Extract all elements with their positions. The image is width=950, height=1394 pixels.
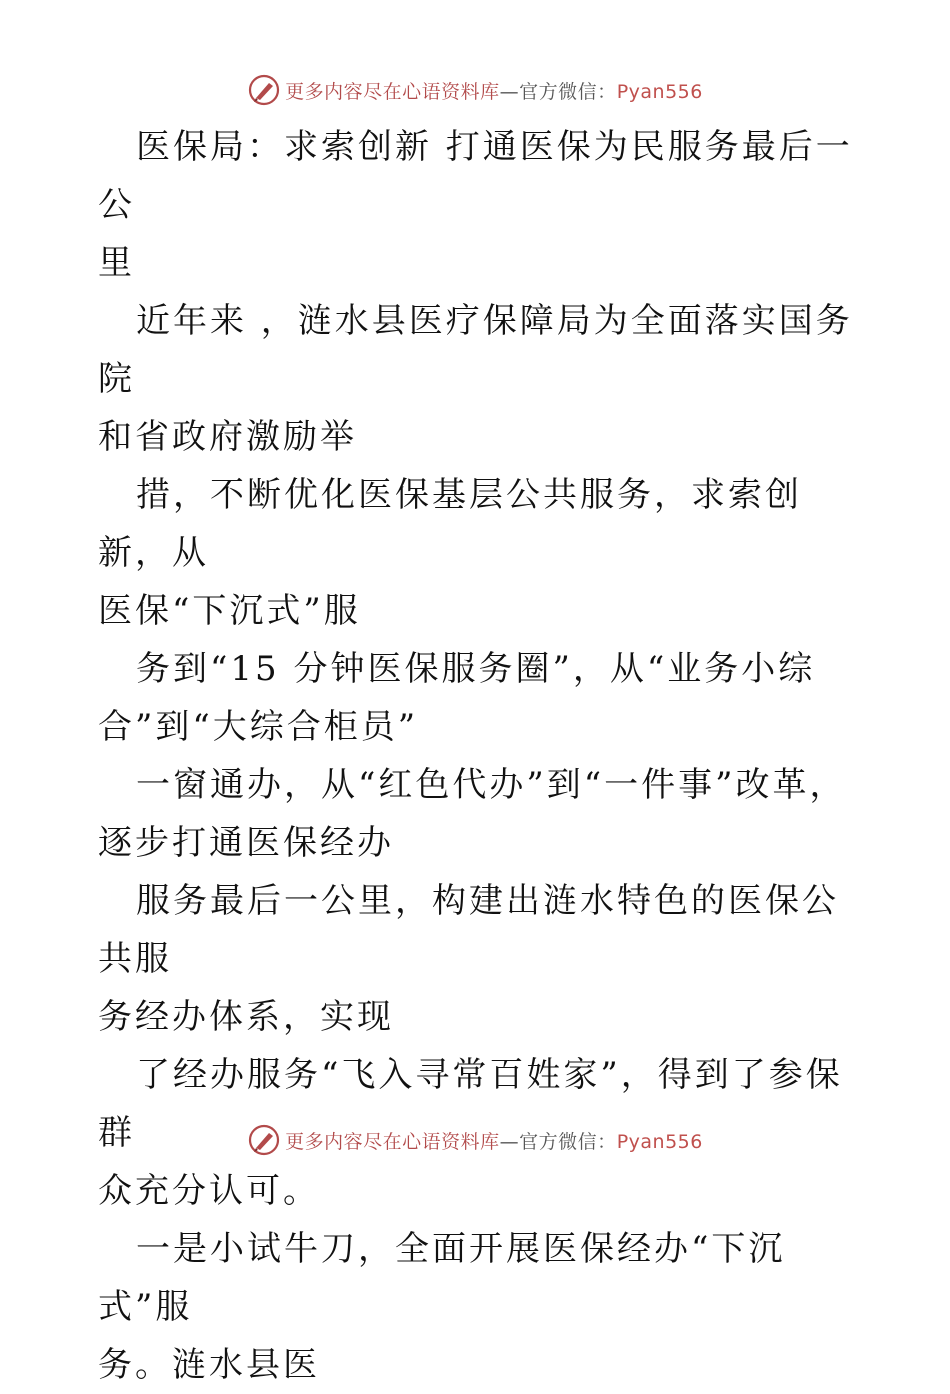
text-line: 医保“下沉式”服 <box>98 591 361 631</box>
paragraph <box>98 466 858 640</box>
pen-logo-icon <box>247 1123 281 1157</box>
text-line: 近年来 ，涟水县医疗保障局为全面落实国务院 <box>98 301 853 399</box>
text-line: 措，不断优化医保基层公共服务，求索创新，从 <box>98 475 802 573</box>
text-line: 服务最后一公里，构建出涟水特色的医保公共服 <box>98 881 839 979</box>
text-line: 里 <box>98 243 135 283</box>
text-line: 众充分认可。 <box>98 1171 320 1211</box>
text-line: 和省政府激励举 <box>98 417 357 457</box>
paragraph <box>98 872 858 1046</box>
footer-banner <box>0 1120 950 1160</box>
banner-site-text: 更多内容尽在心语资料库 <box>285 1130 500 1153</box>
pen-logo-icon <box>247 73 281 107</box>
paragraph <box>98 640 858 756</box>
banner-dash: — <box>499 1130 520 1153</box>
banner-site-text: 更多内容尽在心语资料库 <box>285 80 500 103</box>
banner-wechat-label: 官方微信： <box>519 1130 617 1153</box>
text-line: 合”到“大综合柜员” <box>98 707 419 747</box>
banner-text <box>285 77 703 104</box>
text-line: 了经办服务“飞入寻常百姓家”，得到了参保群 <box>98 1055 843 1153</box>
text-line: 医保局：求索创新 打通医保为民服务最后一公 <box>98 127 853 225</box>
paragraph <box>98 1220 858 1394</box>
banner-wechat-label: 官方微信： <box>519 80 617 103</box>
text-line: 一是小试牛刀，全面开展医保经办“下沉式”服 <box>98 1229 786 1327</box>
text-line: 务。涟水县医 <box>98 1345 320 1385</box>
banner-wechat-id: Pyan556 <box>616 1130 703 1153</box>
text-line: 务经办体系，实现 <box>98 997 394 1037</box>
text-line: 务到“15 分钟医保服务圈”，从“业务小综 <box>136 649 816 689</box>
banner-dash: — <box>499 80 520 103</box>
header-banner <box>0 70 950 110</box>
paragraph <box>98 292 858 466</box>
banner-text <box>285 1127 703 1154</box>
paragraph <box>98 756 858 872</box>
text-line: 一窗通办，从“红色代办”到“一件事”改革， <box>136 765 847 805</box>
text-line: 逐步打通医保经办 <box>98 823 394 863</box>
document-body <box>98 118 858 1394</box>
paragraph-title <box>98 118 858 292</box>
banner-wechat-id: Pyan556 <box>616 80 703 103</box>
